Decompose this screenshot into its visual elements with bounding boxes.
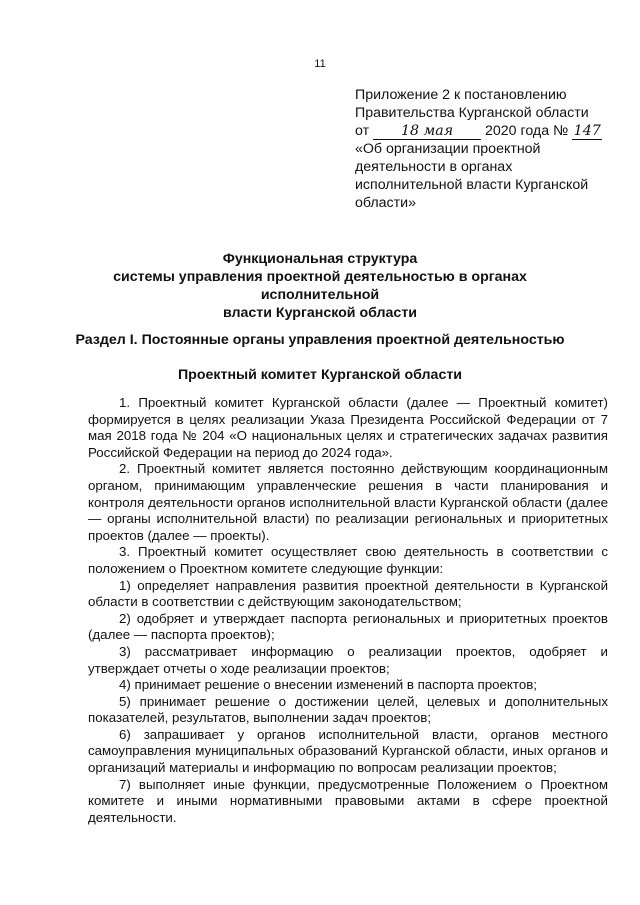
list-item: 2) одобряет и утверждает паспорта региональных и приоритетных проектов (далее — паспорта проектов);: [88, 610, 608, 643]
paragraph: 2. Проектный комитет является постоянно действующим координационным органом, принимающим управленческие решения в части планирования и контроля деятельности органов исполнительной власти Курганской области (далее — органы исполнительной власти) по реализации региональных и приоритетных проектов (далее — проекты).: [88, 461, 608, 543]
appendix-quote-line: исполнительной власти Курганской: [355, 177, 589, 193]
subsection-heading: Проектный комитет Курганской области: [177, 367, 463, 383]
appendix-quote-line: области»: [355, 195, 416, 211]
document-title: [60, 250, 580, 322]
title-line: Функциональная структура: [222, 251, 418, 267]
appendix-line: Приложение 2 к постановлению: [355, 87, 567, 103]
page-number: 11: [314, 58, 326, 70]
list-item: 1) определяет направления развития проектной деятельности в Курганской области в соответствии с действующим законодательством;: [88, 577, 608, 610]
list-item: 7) выполняет иные функции, предусмотренные Положением о Проектном комитете и иными нормативными правовыми актами в сфере проектной деятельности.: [88, 776, 608, 825]
list-item: 6) запрашивает у органов исполнительной власти, органов местного самоуправления муниципальных образований Курганской области, иных органов и организаций материалы и информацию по вопросам реализации проектов;: [88, 726, 608, 776]
paragraph: 3. Проектный комитет осуществляет свою деятельность в соответствии с положением о Проектном комитете следующие функции:: [88, 544, 608, 576]
list-item: 5) принимает решение о достижении целей, целевых и дополнительных показателей, результатов, выполнении задач проектов;: [88, 693, 608, 726]
body-text: [88, 395, 608, 826]
appendix-quote-line: деятельности в органах: [355, 159, 513, 175]
list-item: 3) рассматривает информацию о реализации проектов, одобряет и утверждает отчеты о ходе реализации проектов;: [88, 643, 608, 676]
appendix-header: [355, 86, 625, 212]
year-text: 2020 года №: [484, 123, 569, 139]
appendix-line: Правительства Курганской области: [355, 105, 589, 121]
paragraph: 1. Проектный комитет Курганской области (далее — Проектный комитет) формируется в целях реализации Указа Президента Российской Федерации от 7 мая 2018 года № 204 «О национальных целях и стратегических задачах развития Российской Федерации на период до 2024 года».: [88, 395, 608, 460]
title-line: системы управления проектной деятельностью в органах исполнительной: [113, 269, 527, 303]
handwritten-number: 147: [573, 123, 601, 139]
from-label: от: [355, 123, 370, 139]
handwritten-date: 18 мая: [373, 123, 481, 140]
section-heading: Раздел I. Постоянные органы управления проектной деятельностью: [75, 332, 565, 348]
title-line: власти Курганской области: [222, 305, 417, 321]
appendix-date-line: [355, 122, 625, 140]
list-item: 4) принимает решение о внесении изменений в паспорта проектов;: [119, 677, 537, 693]
appendix-quote-line: «Об организации проектной: [355, 141, 541, 157]
